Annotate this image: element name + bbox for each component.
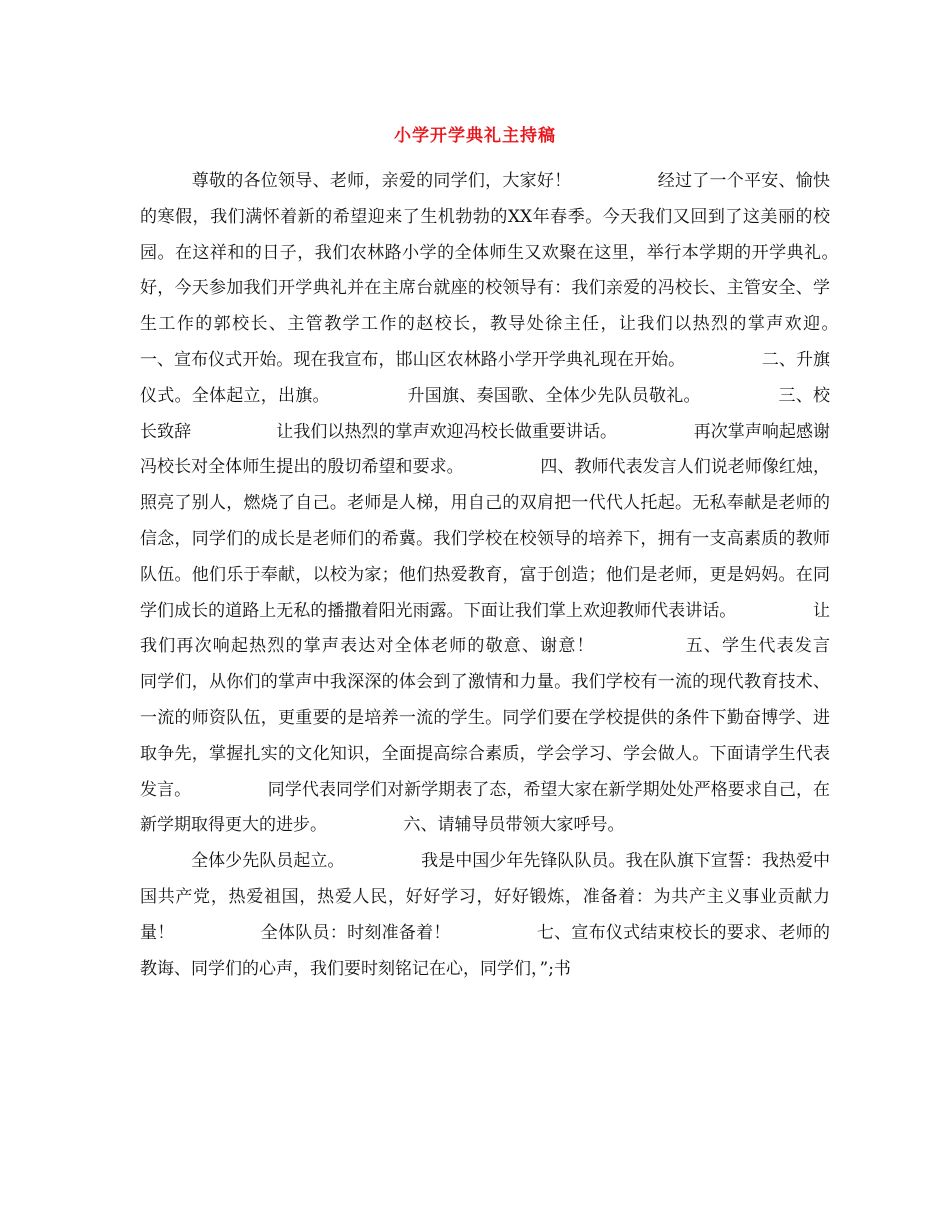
document-body: 尊敬的各位领导、老师，亲爱的同学们，大家好！ 经过了一个平安、愉快的寒假，我们满怀着新的希望迎来了生机勃勃的XX年春季。今天我们又回到了这美丽的校园。在这祥和的日子，我们农林路小学的全体师生又欢聚在这里，举行本学期的开学典礼。 好，今天参加我们开学典礼并在主席台就座的校领导有：我们亲爱的冯校长、主管安全、学生工作的郭校长、主管教学工作的赵校长，教导处徐主任，让我们以热烈的掌声欢迎。 一、宣布仪式开始。现在我宣布，邯山区农林路小学开学典礼现在开始。 二、升旗仪式。全体起立，出旗。 升国旗、奏国歌、全体少先队员敬礼。 三、校长致辞 让我们以热烈的掌声欢迎冯校长做重要讲话。 再次掌声响起感谢冯校长对全体师生提出的殷切希望和要求。 四、教师代表发言人们说老师像红烛，照亮了别人，燃烧了自己。老师是人梯，用自己的双肩把一代代人托起。无私奉献是老师的信念，同学们的成长是老师们的希冀。我们学校在校领导的培养下，拥有一支高素质的教师队伍。他们乐于奉献，以校为家；他们热爱教育，富于创造；他们是老师，更是妈妈。在同学们成长的道路上无私的播撒着阳光雨露。下面让我们掌上欢迎教师代表讲话。 让我们再次响起热烈的掌声表达对全体老师的敬意、谢意！ 五、学生代表发言 同学们，从你们的掌声中我深深的体会到了激情和力量。我们学校有一流的现代教育技术、一流的师资队伍，更重要的是培养一流的学生。同学们要在学校提供的条件下勤奋博学、进取争先，掌握扎实的文化知识，全面提高综合素质，学会学习、学会做人。下面请学生代表发言。 同学代表同学们对新学期表了态，希望大家在新学期处处严格要求自己，在新学期取得更大的进步。 六、请辅导员带领大家呼号。 全体少先队员起立。 我是中国少年先锋队队员。我在队旗下宣誓：我热爱中国共产党，热爱祖国，热爱人民，好好学习，好好锻炼，准备着：为共产主义事业贡献力量！ 全体队员：时刻准备着！ 七、宣布仪式结束校长的要求、老师的教诲、同学们的心声，我们要时刻铭记在心，同学们，”;书	[140, 171, 830, 979]
document-title: 小学开学典礼主持稿	[394, 126, 556, 146]
